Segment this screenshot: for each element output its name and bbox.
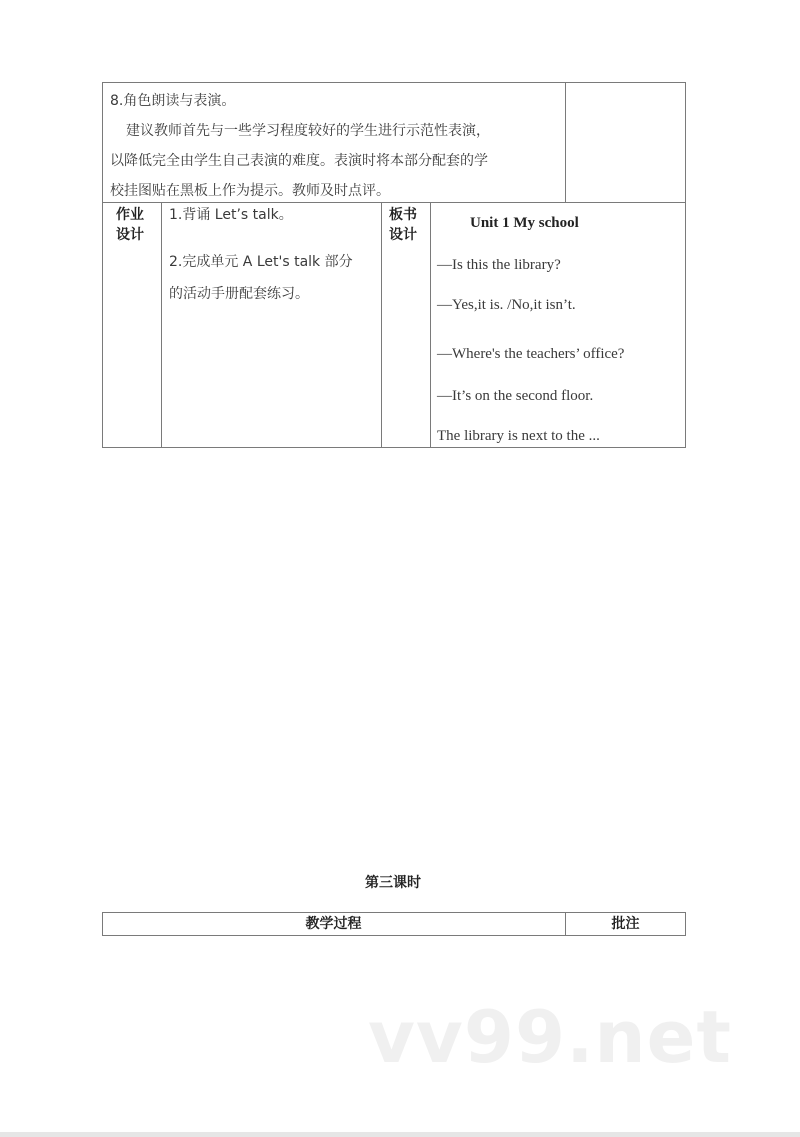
board-line-1: —Is this the library? — [437, 257, 561, 273]
homework-label-line-1: 作业 — [116, 207, 144, 223]
homework-label-line-2: 设计 — [116, 227, 144, 243]
paragraph-line-3: 校挂图贴在黑板上作为提示。教师及时点评。 — [110, 183, 390, 199]
homework-label-divider — [161, 202, 162, 448]
board-label-line-2: 设计 — [389, 227, 417, 243]
board-label-line-1: 板书 — [389, 207, 417, 223]
step-title: 8.角色朗读与表演。 — [110, 93, 236, 109]
board-label-right-divider — [430, 202, 431, 448]
board-label-left-divider — [381, 202, 382, 448]
section-title: 第三课时 — [365, 875, 421, 891]
header-notes: 批注 — [611, 916, 640, 932]
homework-item-2-cont: 的活动手册配套练习。 — [169, 286, 309, 302]
paragraph-line-1: 建议教师首先与一些学习程度较好的学生进行示范性表演， — [126, 123, 490, 139]
header-teaching-process: 教学过程 — [305, 916, 362, 932]
board-title: Unit 1 My school — [470, 215, 579, 231]
paragraph-line-2: 以降低完全由学生自己表演的难度。表演时将本部分配套的学 — [110, 153, 488, 169]
homework-item-2: 2.完成单元 A Let's talk 部分 — [169, 254, 353, 270]
board-line-4: —It’s on the second floor. — [437, 388, 594, 404]
homework-item-1: 1.背诵 Let’s talk。 — [169, 207, 293, 223]
page-bottom-edge — [0, 1132, 800, 1137]
notes-column-divider — [565, 82, 566, 202]
board-line-2: —Yes,it is. /No,it isn’t. — [437, 297, 576, 313]
board-line-5: The library is next to the ... — [437, 428, 600, 444]
row-divider — [102, 202, 686, 203]
board-line-3: —Where's the teachers’ office? — [437, 346, 625, 362]
watermark: vv99.net — [368, 995, 732, 1079]
